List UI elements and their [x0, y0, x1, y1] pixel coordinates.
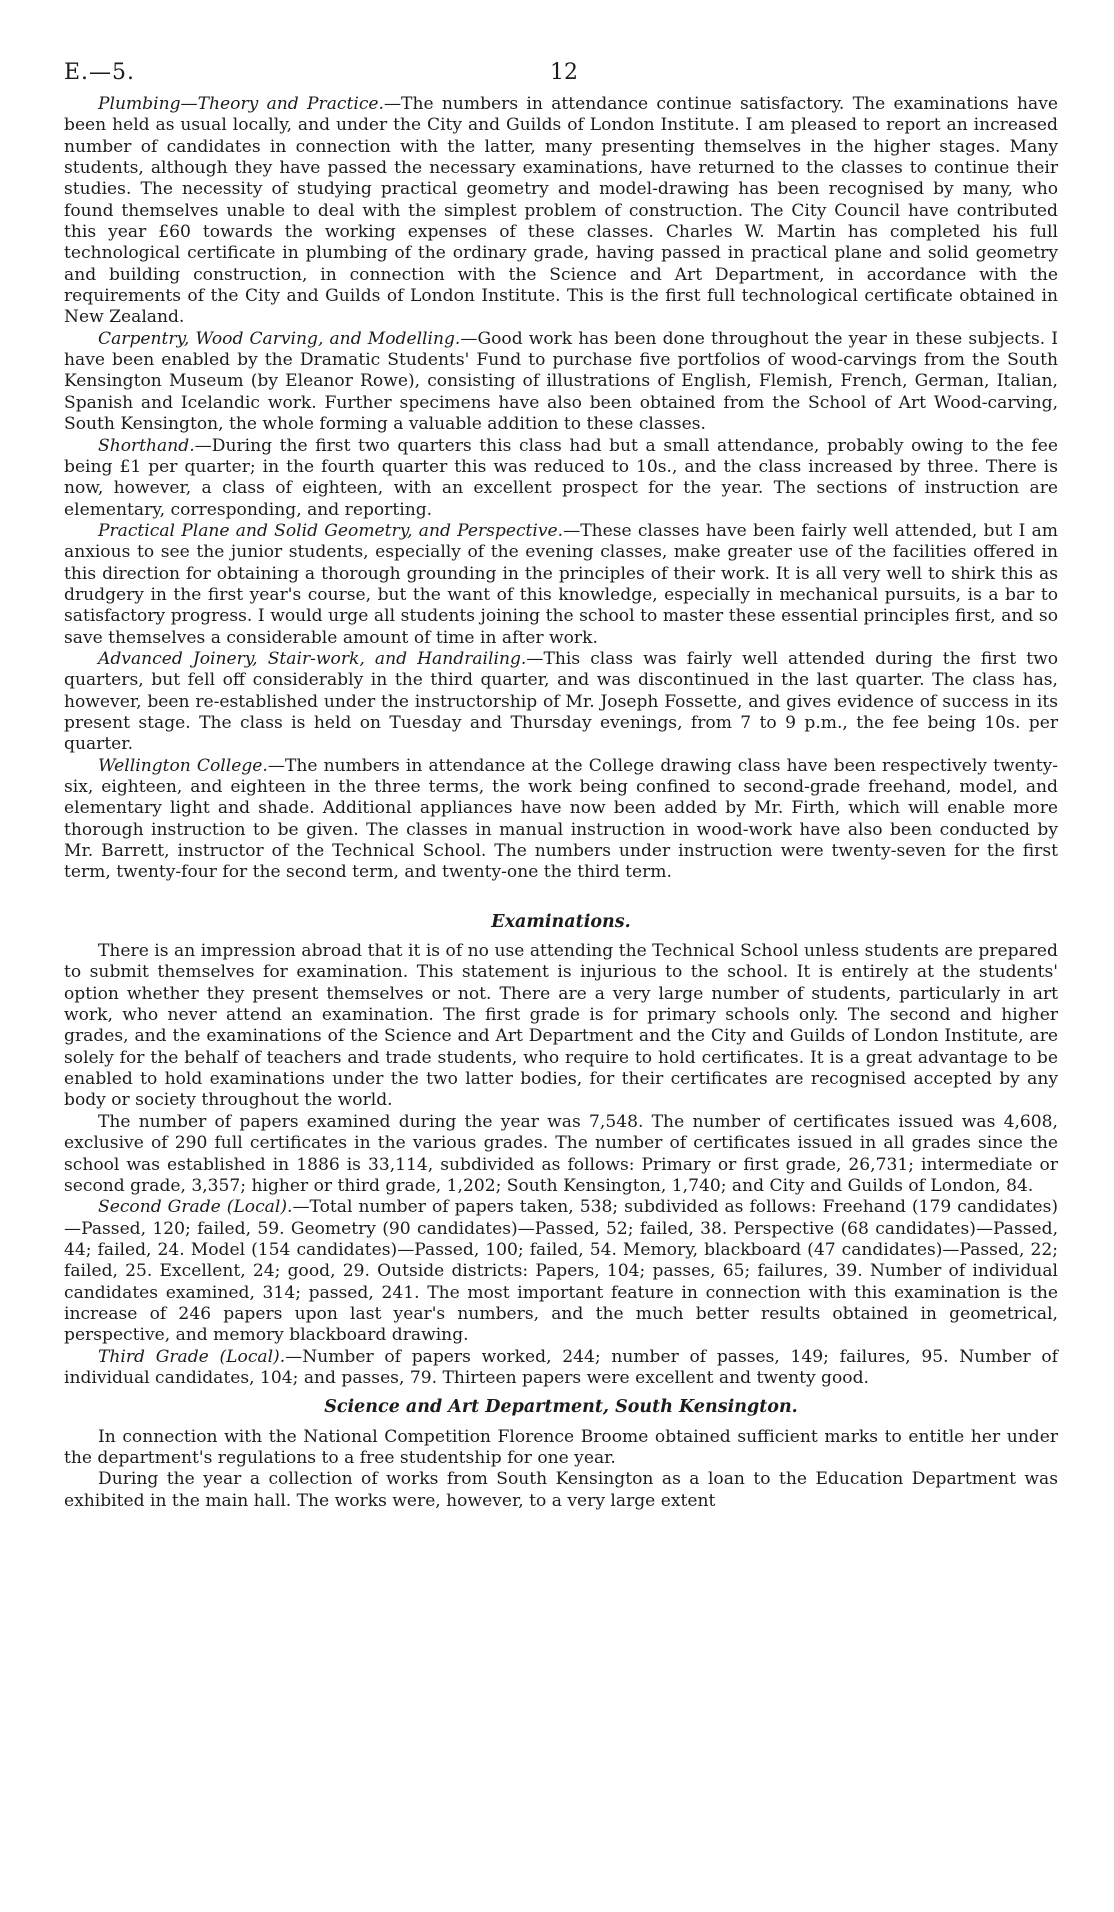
document-body: [64, 94, 1058, 1512]
section-lead: Second Grade (Local).: [98, 1197, 293, 1218]
paragraph-text: —Number of papers worked, 244; number of passes, 149; failures, 95. Number of individual candidates, 104; and passes, 79. Thirteen papers were excellent and twenty good.: [64, 1346, 1058, 1388]
paragraph-second-grade: [64, 1197, 1058, 1346]
paragraph-joinery: [64, 649, 1058, 756]
paragraph-text: —During the first two quarters this class had but a small attendance, probably owing to the fee being £1 per quarter; in the fourth quarter this was reduced to 10s., and the class increased by three. There is now, however, a class of eighteen, with an excellent prospect for the year. The sections of instruction are elementary, corresponding, and reporting.: [64, 435, 1058, 520]
section-lead: Wellington College.: [98, 755, 268, 776]
paragraph-loan-collection: During the year a collection of works from South Kensington as a loan to the Education Department was exhibited in the main hall. The works were, however, to a very large extent: [64, 1469, 1058, 1511]
page-number: 12: [550, 60, 578, 85]
section-lead: Practical Plane and Solid Geometry, and Perspective.: [98, 520, 564, 541]
section-lead: Plumbing—Theory and Practice.: [98, 94, 384, 114]
section-lead: Shorthand.: [98, 435, 195, 456]
paragraph-text: —Total number of papers taken, 538; subdivided as follows: Freehand (179 candidates)—Passed, 120; failed, 59. Geometry (90 candidates)—Passed, 52; failed, 38. Perspective (68 candidates)—Passed, 44; failed, 24. Model (154 candidates)—Passed, 100; failed, 54. Memory, blackboard (47 candidates)—Passed, 22; failed, 25. Excellent, 24; good, 29. Outside districts: Papers, 104; passes, 65; failures, 39. Number of individual candidates examined, 314; passed, 241. The most important feature in connection with this examination is the increase of 246 papers upon last year's numbers, and the much better results obtained in geometrical, perspective, and memory blackboard drawing.: [64, 1197, 1059, 1346]
report-reference: E.—5.: [64, 60, 136, 85]
paragraph-papers-count: The number of papers examined during the year was 7,548. The number of certificates issued was 4,608, exclusive of 290 full certificates in the various grades. The number of certificates issued in all grades since the school was established in 1886 is 33,114, subdivided as follows: Primary or first grade, 26,731; intermediate or second grade, 3,357; higher or third grade, 1,202; South Kensington, 1,740; and City and Guilds of London, 84.: [64, 1111, 1058, 1196]
paragraph-text: —These classes have been fairly well attended, but I am anxious to see the junior students, especially of the evening classes, make greater use of the facilities offered in this direction for obtaining a thorough grounding in the principles of their work. It is all very well to shirk this as drudgery in the first year's course, but the want of this knowledge, especially in mechanical pursuits, is a bar to satisfactory progress. I would urge all students joining the school to master these essential principles first, and so save themselves a considerable amount of time in after work.: [64, 520, 1059, 648]
section-lead: Carpentry, Wood Carving, and Modelling.: [98, 328, 461, 349]
paragraph-national-competition: In connection with the National Competition Florence Broome obtained sufficient marks to entitle her under the department's regulations to a free studentship for one year.: [64, 1426, 1058, 1468]
page-header: [64, 54, 1058, 94]
paragraph-carpentry: [64, 329, 1058, 436]
science-art-heading: Science and Art Department, South Kensington.: [324, 1397, 798, 1418]
paragraph-plumbing: [64, 94, 1058, 329]
paragraph-text: —The numbers in attendance at the College drawing class have been respectively twenty-six, eighteen, and eighteen in the three terms, the work being confined to second-grade freehand, model, and elementary light and shade. Additional appliances have now been added by Mr. Firth, which will enable more thorough instruction to be given. The classes in manual instruction in wood-work have also been conducted by Mr. Barrett, instructor of the Technical School. The numbers under instruction were twenty-seven for the first term, twenty-four for the second term, and twenty-one the third term.: [64, 755, 1058, 883]
section-lead: Third Grade (Local).: [98, 1346, 286, 1367]
paragraph-geometry: [64, 521, 1058, 649]
paragraph-shorthand: [64, 436, 1058, 521]
paragraph-text: —This class was fairly well attended during the first two quarters, but fell off considerably in the third quarter, and was discontinued in the last quarter. The class has, however, been re-established under the instructorship of Mr. Joseph Fossette, and gives evidence of success in its present stage. The class is held on Tuesday and Thursday evenings, from 7 to 9 p.m., the fee being 10s. per quarter.: [64, 648, 1059, 755]
paragraph-text: —The numbers in attendance continue satisfactory. The examinations have been held as usual locally, and under the City and Guilds of London Institute. I am pleased to report an increased number of candidates in connection with the latter, many presenting themselves in the higher stages. Many students, although they have passed the necessary examinations, have returned to the classes to continue their studies. The necessity of studying practical geometry and model-drawing has been recognised by many, who found themselves unable to deal with the simplest problem of construction. The City Council have contributed this year £60 towards the working expenses of these classes. Charles W. Martin has completed his full technological certificate in plumbing of the ordinary grade, having passed in practical plane and solid geometry and building construction, in connection with the Science and Art Department, in accordance with the requirements of the City and Guilds of London Institute. This is the first full technological certificate obtained in New Zealand.: [64, 94, 1059, 328]
paragraph-third-grade: [64, 1347, 1058, 1390]
paragraph-exam-intro: There is an impression abroad that it is of no use attending the Technical School unless students are prepared to submit themselves for examination. This statement is injurious to the school. It is entirely at the students' option whether they present themselves or not. There are a very large number of students, particularly in art work, who never attend an examination. The first grade is for primary schools only. The second and higher grades, and the examinations of the Science and Art Department and the City and Guilds of London Institute, are solely for the behalf of teachers and trade students, who require to hold certificates. It is a great advantage to be enabled to hold examinations under the two latter bodies, for their certificates are recognised accepted by any body or society throughout the world.: [64, 941, 1058, 1111]
paragraph-text: —Good work has been done throughout the year in these subjects. I have been enabled by the Dramatic Students' Fund to purchase five portfolios of wood-carvings from the South Kensington Museum (by Eleanor Rowe), consisting of illustrations of English, Flemish, French, German, Italian, Spanish and Icelandic work. Further specimens have also been obtained from the School of Art Wood-carving, South Kensington, the whole forming a valuable addition to these classes.: [64, 328, 1058, 435]
paragraph-wellington: [64, 756, 1058, 884]
examinations-heading: Examinations.: [491, 911, 631, 932]
section-lead: Advanced Joinery, Stair-work, and Handrailing.: [98, 648, 527, 669]
